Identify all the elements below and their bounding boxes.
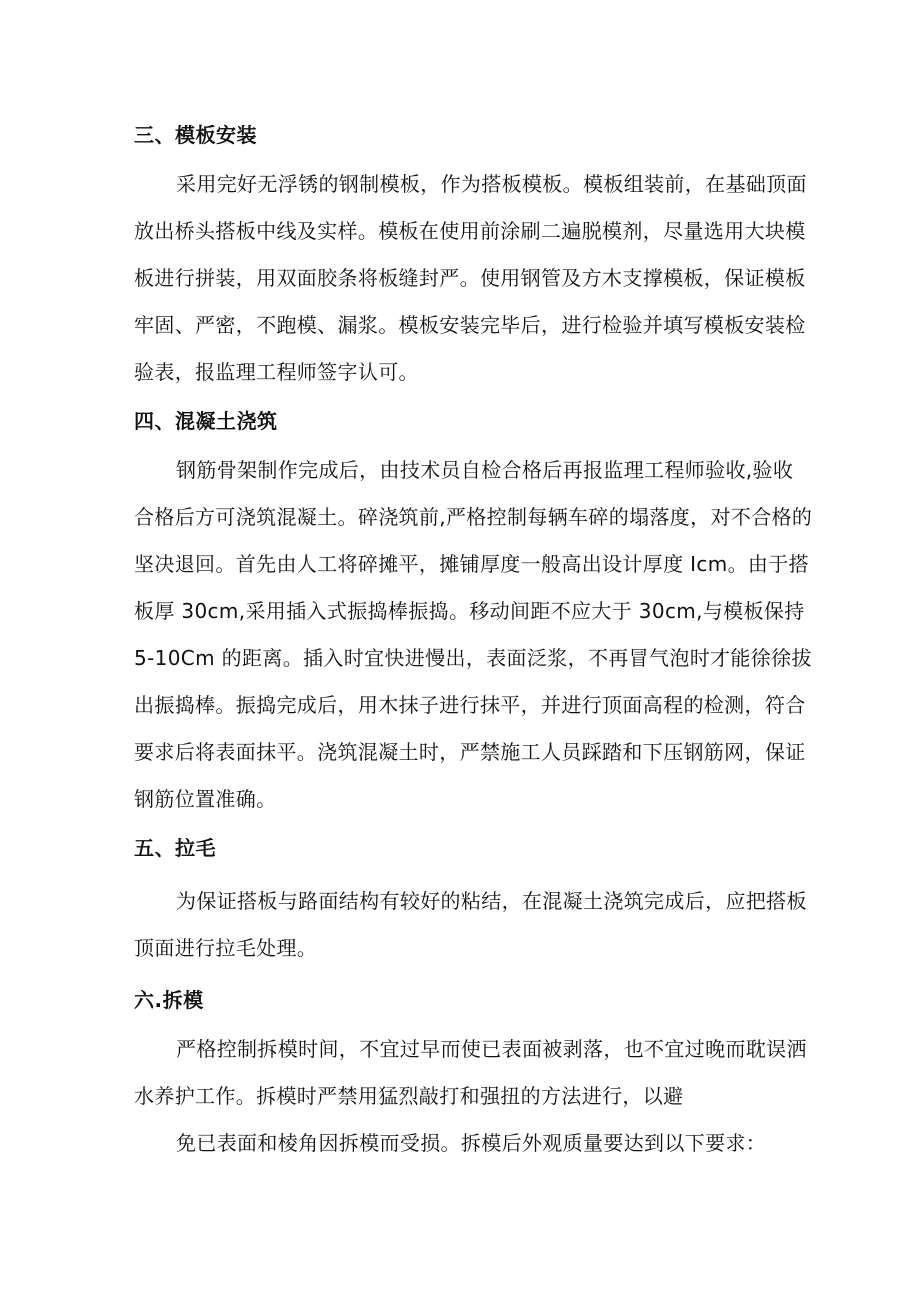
paragraph-line: 板进行拼装，用双面胶条将板缝封严。使用钢管及方木支撑模板，保证模板 bbox=[134, 266, 806, 290]
paragraph-line: 顶面进行拉毛处理。 bbox=[134, 936, 318, 960]
paragraph-line: 放出桥头搭板中线及实样。模板在使用前涂刷二遍脱模剂，尽量选用大块模 bbox=[134, 219, 806, 243]
paragraph-line: 坚决退回。首先由人工将碎摊平，摊铺厚度一般高出设计厚度 Icm。由于搭 bbox=[134, 552, 809, 576]
section-heading-roughening: 五、拉毛 bbox=[134, 836, 216, 860]
section-heading-formwork-install: 三、模板安装 bbox=[134, 123, 257, 147]
paragraph-line: 要求后将表面抹平。浇筑混凝土时，严禁施工人员踩踏和下压钢筋网，保证 bbox=[134, 740, 806, 764]
paragraph-line: 水养护工作。拆模时严禁用猛烈敲打和强扭的方法进行，以避 bbox=[134, 1084, 684, 1108]
paragraph-line: 出振捣棒。振捣完成后，用木抹子进行抹平，并进行顶面高程的检测，符合 bbox=[134, 693, 806, 717]
section-body-concrete-pouring bbox=[134, 447, 813, 823]
section-heading-form-removal: 六.拆模 bbox=[134, 988, 204, 1012]
paragraph-line: 为保证搭板与路面结构有较好的粘结，在混凝土浇筑完成后，应把搭板 bbox=[176, 889, 807, 913]
paragraph-line: 5-10Cm 的距离。插入时宜快进慢出，表面泛浆，不再冒气泡时才能徐徐拔 bbox=[134, 646, 812, 670]
paragraph-line: 严格控制拆模时间，不宜过早而使已表面被剥落，也不宜过晚而耽误洒 bbox=[176, 1037, 807, 1061]
section-body-form-removal bbox=[134, 1026, 807, 1167]
paragraph-line: 合格后方可浇筑混凝土。碎浇筑前,严格控制每辆车碎的塌落度，对不合格的 bbox=[134, 505, 813, 529]
paragraph-line: 钢筋骨架制作完成后，由技术员自检合格后再报监理工程师验收,验收 bbox=[176, 458, 794, 482]
paragraph-line: 采用完好无浮锈的钢制模板，作为搭板模板。模板组装前，在基础顶面 bbox=[176, 172, 807, 196]
paragraph-line: 牢固、严密，不跑模、漏浆。模板安装完毕后，进行检验并填写模板安装检 bbox=[134, 313, 806, 337]
paragraph-line: 验表，报监理工程师签字认可。 bbox=[134, 360, 419, 384]
paragraph-line: 钢筋位置准确。 bbox=[134, 787, 277, 811]
section-heading-concrete-pouring: 四、混凝土浇筑 bbox=[134, 409, 278, 433]
paragraph-line: 板厚 30cm,采用插入式振捣棒振捣。移动间距不应大于 30cm,与模板保持 bbox=[134, 599, 805, 623]
section-body-formwork-install bbox=[134, 161, 807, 396]
paragraph-line: 免已表面和棱角因拆模而受损。拆模后外观质量要达到以下要求： bbox=[176, 1131, 767, 1155]
section-body-roughening bbox=[134, 878, 807, 972]
